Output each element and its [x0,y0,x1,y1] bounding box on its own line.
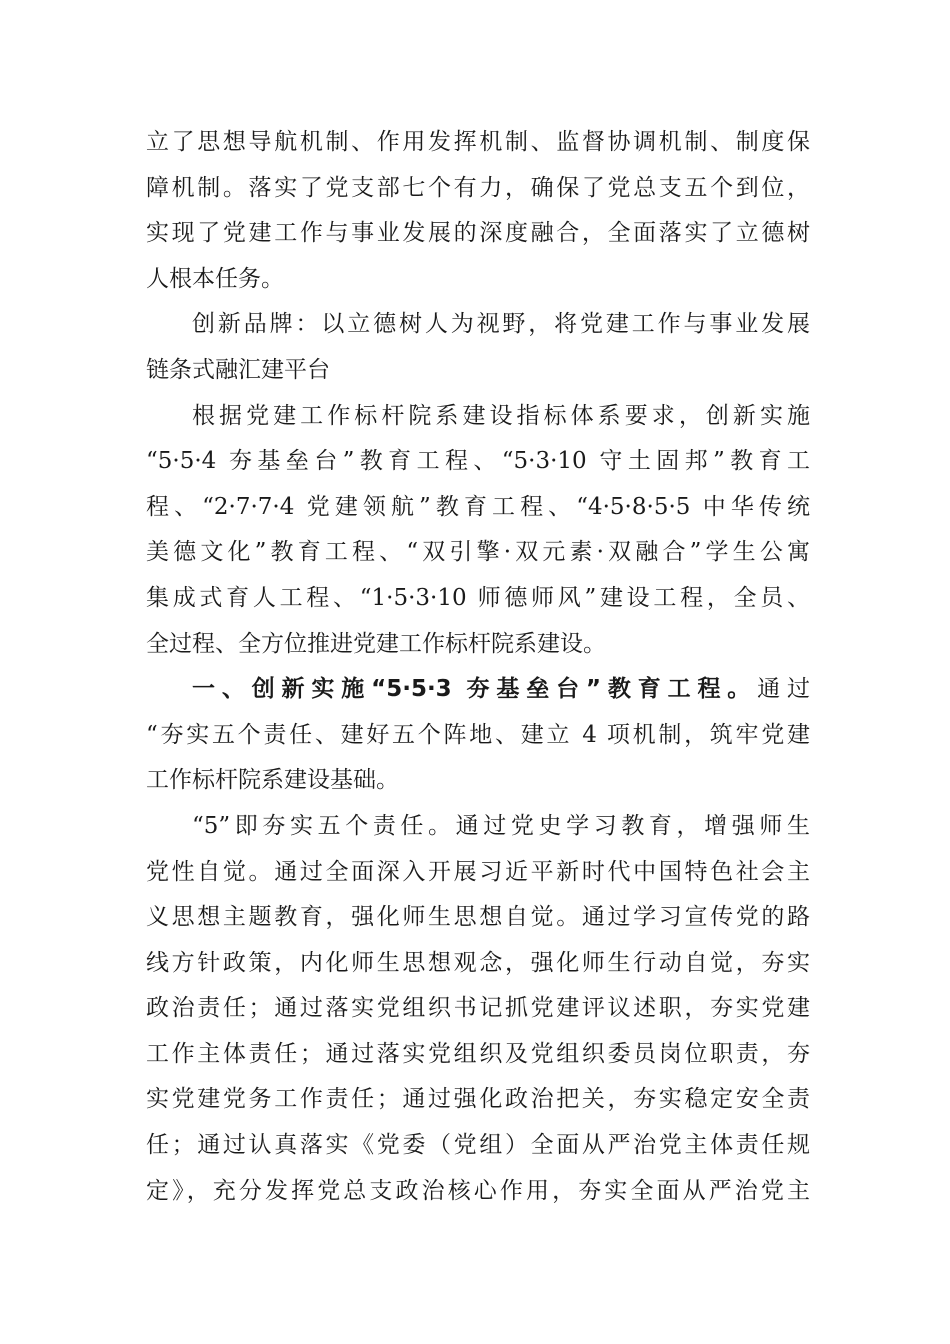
paragraph-3-line-5: 集成式育人工程、“1·5·3·10 师德师风”建设工程，全员、 [146,584,810,611]
paragraph-5-line-3: 义思想主题教育，强化师生思想自觉。通过学习宣传党的路 [146,904,810,931]
paragraph-5-line-9: 定》，充分发挥党总支政治核心作用，夯实全面从严治党主 [146,1177,810,1204]
paragraph-1-line-4: 人根本任务。 [146,265,284,292]
paragraph-4-line-2: “夯实五个责任、建好五个阵地、建立 4 项机制，筑牢党建 [146,721,810,748]
paragraph-5-line-7: 实党建党务工作责任；通过强化政治把关，夯实稳定安全责 [146,1086,810,1113]
paragraph-1-line-1: 立了思想导航机制、作用发挥机制、监督协调机制、制度保 [146,129,810,155]
document-body [146,120,810,1214]
section-heading-tail: 通过 [757,676,811,703]
paragraph-3-line-6: 全过程、全方位推进党建工作标杆院系建设。 [146,630,606,657]
paragraph-2-line-1: 创新品牌：以立德树人为视野，将党建工作与事业发展 [192,311,810,338]
paragraph-3-line-1: 根据党建工作标杆院系建设指标体系要求，创新实施 [192,402,810,429]
section-heading: 一、创新实施“5·5·3 夯基垒台”教育工程。 [192,676,758,703]
paragraph-5-line-5: 政治责任；通过落实党组织书记抓党建评议述职，夯实党建 [146,995,810,1022]
paragraph-1-line-2: 障机制。落实了党支部七个有力，确保了党总支五个到位， [146,174,810,201]
paragraph-4-line-3: 工作标杆院系建设基础。 [146,767,399,794]
paragraph-3-line-4: 美德文化”教育工程、“双引擎·双元素·双融合”学生公寓 [146,539,810,566]
paragraph-5-line-1: “5”即夯实五个责任。通过党史学习教育，增强师生 [192,812,810,839]
paragraph-5-line-8: 任；通过认真落实《党委（党组）全面从严治党主体责任规 [146,1132,810,1159]
paragraph-5-line-4: 线方针政策，内化师生思想观念，强化师生行动自觉，夯实 [146,949,810,976]
paragraph-5-line-6: 工作主体责任；通过落实党组织及党组织委员岗位职责，夯 [146,1040,810,1067]
paragraph-2-line-2: 链条式融汇建平台 [146,356,330,383]
paragraph-4-line-1 [146,667,810,713]
paragraph-3-line-3: 程、“2·7·7·4 党建领航”教育工程、“4·5·8·5·5 中华传统 [146,493,810,520]
paragraph-3-line-2: “5·5·4 夯基垒台”教育工程、“5·3·10 守土固邦”教育工 [146,448,810,475]
paragraph-1-line-3: 实现了党建工作与事业发展的深度融合，全面落实了立德树 [146,220,810,247]
paragraph-5-line-2: 党性自觉。通过全面深入开展习近平新时代中国特色社会主 [146,858,810,885]
